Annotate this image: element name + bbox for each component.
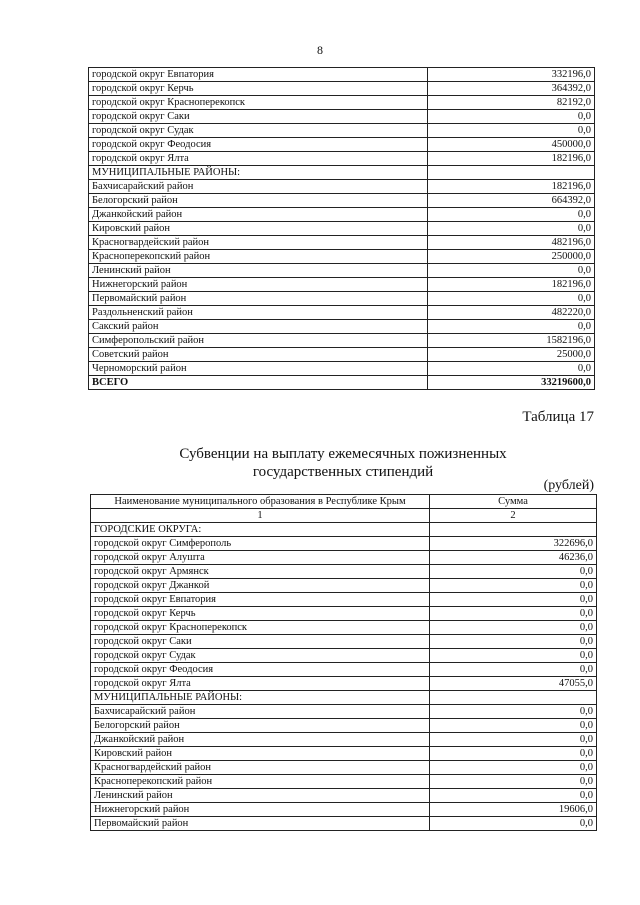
row-value-cell: 664392,0 [428, 194, 595, 208]
table-row [91, 817, 597, 831]
row-name-cell: Белогорский район [89, 194, 428, 208]
row-name-cell: городской округ Феодосия [91, 663, 430, 677]
row-name-cell: городской округ Саки [91, 635, 430, 649]
table-label: Таблица 17 [522, 409, 594, 425]
table-row [89, 68, 595, 82]
subsidy-table-continued [88, 67, 595, 390]
row-value-cell: 0,0 [430, 649, 597, 663]
header-row [91, 495, 597, 509]
table-row [89, 348, 595, 362]
row-value-cell [428, 166, 595, 180]
row-name-cell: Джанкойский район [91, 733, 430, 747]
row-name-cell: Первомайский район [91, 817, 430, 831]
row-name-cell: городской округ Армянск [91, 565, 430, 579]
row-value-cell: 0,0 [428, 110, 595, 124]
table-header [91, 495, 597, 523]
row-name-cell: городской округ Евпатория [91, 593, 430, 607]
header-number-row [91, 509, 597, 523]
row-value-cell: 182196,0 [428, 278, 595, 292]
table-row [91, 719, 597, 733]
table-row [91, 621, 597, 635]
row-name-cell: городской округ Ялта [91, 677, 430, 691]
table-row [89, 320, 595, 334]
table-row [89, 152, 595, 166]
table-row [89, 334, 595, 348]
total-value: 33219600,0 [428, 376, 595, 390]
row-name-cell: Джанкойский район [89, 208, 428, 222]
row-value-cell: 0,0 [430, 733, 597, 747]
row-name-cell: МУНИЦИПАЛЬНЫЕ РАЙОНЫ: [91, 691, 430, 705]
row-value-cell: 0,0 [430, 663, 597, 677]
table-row [91, 677, 597, 691]
table-row [89, 194, 595, 208]
row-name-cell: Кировский район [91, 747, 430, 761]
row-name-cell: городской округ Джанкой [91, 579, 430, 593]
row-value-cell: 450000,0 [428, 138, 595, 152]
row-value-cell: 364392,0 [428, 82, 595, 96]
row-name-cell: городской округ Евпатория [89, 68, 428, 82]
table-row [91, 551, 597, 565]
table-row [91, 761, 597, 775]
row-name-cell: городской округ Ялта [89, 152, 428, 166]
stipend-subsidy-table [90, 494, 597, 831]
table-row [91, 607, 597, 621]
table-row [89, 306, 595, 320]
table-row [91, 775, 597, 789]
row-value-cell: 182196,0 [428, 152, 595, 166]
row-name-cell: Нижнегорский район [91, 803, 430, 817]
table-row [89, 292, 595, 306]
table-row [89, 264, 595, 278]
row-name-cell: городской округ Алушта [91, 551, 430, 565]
table-row [91, 663, 597, 677]
table-body [89, 68, 595, 390]
table-row [89, 138, 595, 152]
row-value-cell: 482196,0 [428, 236, 595, 250]
row-value-cell: 250000,0 [428, 250, 595, 264]
row-name-cell: Красноперекопский район [91, 775, 430, 789]
page-number: 8 [317, 43, 323, 57]
row-name-cell: городской округ Красноперекопск [91, 621, 430, 635]
row-name-cell: ГОРОДСКИЕ ОКРУГА: [91, 523, 430, 537]
row-value-cell: 0,0 [430, 747, 597, 761]
row-value-cell: 0,0 [430, 761, 597, 775]
table-row [91, 649, 597, 663]
table-row [89, 208, 595, 222]
header-col-sum: Сумма [430, 495, 597, 509]
row-name-cell: Красногвардейский район [91, 761, 430, 775]
row-name-cell: Черноморский район [89, 362, 428, 376]
row-name-cell: городской округ Керчь [89, 82, 428, 96]
total-row [89, 376, 595, 390]
row-value-cell: 0,0 [428, 124, 595, 138]
row-value-cell: 0,0 [428, 222, 595, 236]
header-col-name: Наименование муниципального образования в Республике Крым [91, 495, 430, 509]
row-value-cell: 0,0 [430, 607, 597, 621]
row-name-cell: Красноперекопский район [89, 250, 428, 264]
table-row [89, 180, 595, 194]
table-row [89, 82, 595, 96]
row-name-cell: Нижнегорский район [89, 278, 428, 292]
row-name-cell: городской округ Симферополь [91, 537, 430, 551]
table-row [91, 537, 597, 551]
header-num-1: 1 [91, 509, 430, 523]
row-value-cell: 0,0 [430, 775, 597, 789]
table-row [89, 166, 595, 180]
table-row [91, 747, 597, 761]
table-row [89, 278, 595, 292]
row-value-cell: 0,0 [428, 264, 595, 278]
row-name-cell: Советский район [89, 348, 428, 362]
row-value-cell: 182196,0 [428, 180, 595, 194]
row-name-cell: Бахчисарайский район [91, 705, 430, 719]
caption-line-2: государственных стипендий [252, 464, 434, 480]
table-row [89, 96, 595, 110]
row-value-cell: 0,0 [430, 621, 597, 635]
row-name-cell: Кировский район [89, 222, 428, 236]
table-row [91, 691, 597, 705]
table-row [91, 635, 597, 649]
row-value-cell [430, 691, 597, 705]
row-value-cell: 0,0 [430, 635, 597, 649]
row-name-cell: Раздольненский район [89, 306, 428, 320]
row-name-cell: Бахчисарайский район [89, 180, 428, 194]
row-value-cell: 0,0 [430, 789, 597, 803]
row-value-cell: 25000,0 [428, 348, 595, 362]
row-value-cell: 47055,0 [430, 677, 597, 691]
row-value-cell: 322696,0 [430, 537, 597, 551]
row-value-cell [430, 523, 597, 537]
row-value-cell: 0,0 [430, 565, 597, 579]
table-row [91, 705, 597, 719]
row-name-cell: Первомайский район [89, 292, 428, 306]
row-value-cell: 0,0 [430, 579, 597, 593]
row-name-cell: городской округ Красноперекопск [89, 96, 428, 110]
row-value-cell: 1582196,0 [428, 334, 595, 348]
table-caption [90, 445, 596, 481]
row-name-cell: городской округ Судак [89, 124, 428, 138]
row-name-cell: Симферопольский район [89, 334, 428, 348]
table-row [91, 593, 597, 607]
row-value-cell: 0,0 [430, 719, 597, 733]
table-row [91, 733, 597, 747]
table-row [89, 124, 595, 138]
row-name-cell: городской округ Керчь [91, 607, 430, 621]
table-row [91, 579, 597, 593]
row-value-cell: 0,0 [428, 320, 595, 334]
table-row [89, 362, 595, 376]
row-value-cell: 0,0 [430, 593, 597, 607]
total-label: ВСЕГО [89, 376, 428, 390]
row-value-cell: 482220,0 [428, 306, 595, 320]
row-value-cell: 0,0 [430, 705, 597, 719]
row-value-cell: 46236,0 [430, 551, 597, 565]
row-name-cell: Красногвардейский район [89, 236, 428, 250]
table-row [91, 565, 597, 579]
header-num-2: 2 [430, 509, 597, 523]
table-row [89, 110, 595, 124]
row-name-cell: городской округ Саки [89, 110, 428, 124]
row-name-cell: Сакский район [89, 320, 428, 334]
row-value-cell: 332196,0 [428, 68, 595, 82]
row-value-cell: 82192,0 [428, 96, 595, 110]
row-name-cell: Ленинский район [91, 789, 430, 803]
row-value-cell: 0,0 [428, 362, 595, 376]
row-name-cell: Ленинский район [89, 264, 428, 278]
row-name-cell: МУНИЦИПАЛЬНЫЕ РАЙОНЫ: [89, 166, 428, 180]
row-name-cell: городской округ Феодосия [89, 138, 428, 152]
units-label: (рублей) [543, 478, 594, 493]
row-name-cell: Белогорский район [91, 719, 430, 733]
table-row [89, 222, 595, 236]
table-row [89, 250, 595, 264]
table-row [91, 803, 597, 817]
row-name-cell: городской округ Судак [91, 649, 430, 663]
row-value-cell: 19606,0 [430, 803, 597, 817]
table-body [91, 523, 597, 831]
row-value-cell: 0,0 [430, 817, 597, 831]
row-value-cell: 0,0 [428, 208, 595, 222]
row-value-cell: 0,0 [428, 292, 595, 306]
table-row [91, 789, 597, 803]
table-row [91, 523, 597, 537]
caption-line-1: Субвенции на выплату ежемесячных пожизненных [179, 446, 507, 462]
table-row [89, 236, 595, 250]
